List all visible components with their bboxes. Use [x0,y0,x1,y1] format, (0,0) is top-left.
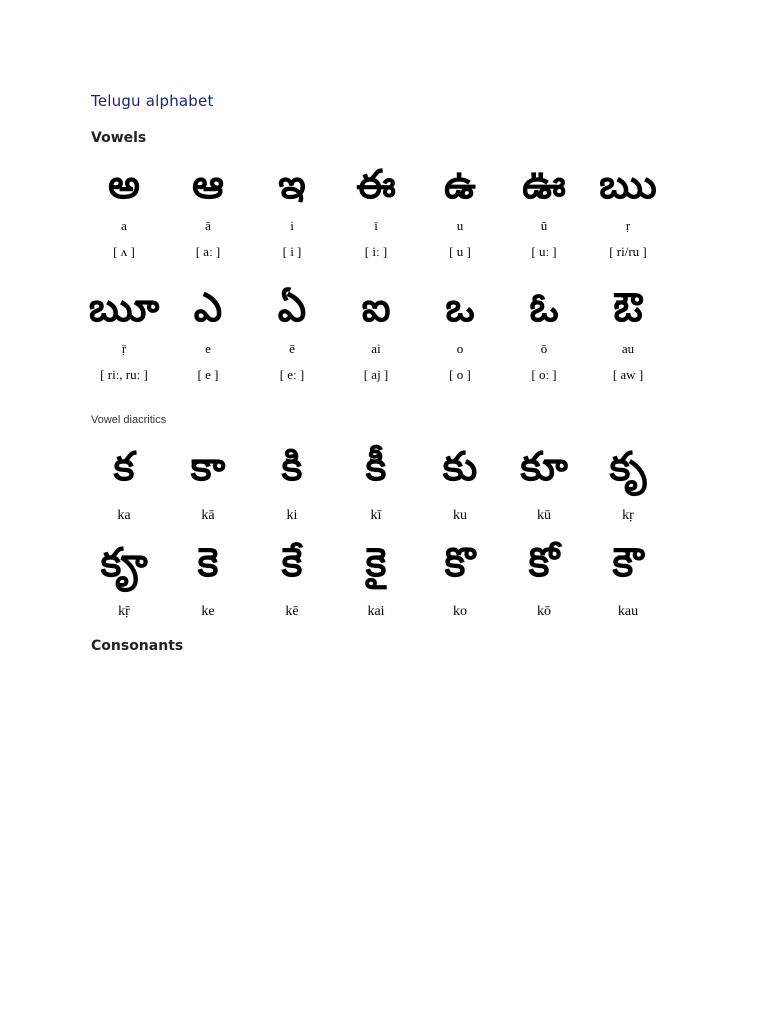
vowel-glyph: ఉ [444,162,476,208]
diacritic-cell [82,538,166,619]
diacritic-transliteration: kē [285,604,299,619]
vowel-transliteration: i [290,218,294,233]
vowel-cell [82,160,166,259]
consonant-base: క [281,444,303,490]
vowel-glyph: ఆ [192,162,224,208]
diacritic-glyph [82,538,166,588]
consonant-base: క [113,444,135,490]
vowel-glyph: ఏ [277,285,307,331]
diacritic-transliteration: kū [537,508,551,523]
vowel-ipa: [ i ] [282,244,302,259]
consonant-base: క [281,540,303,586]
vowel-transliteration: ai [371,341,381,356]
vowel-cell [250,160,334,259]
vowel-glyph: ఋ [599,162,657,208]
diacritic-cell [166,538,250,619]
diacritic-transliteration: kau [617,604,639,619]
vowel-transliteration: ū [540,218,548,233]
vowel-cell [166,160,250,259]
consonants-heading: Consonants [91,638,184,654]
vowel-ipa: [ aw ] [612,367,644,382]
diacritic-cell [586,538,670,619]
diacritic-glyph [586,538,670,588]
diacritic-glyph [418,442,502,492]
vowel-transliteration: ā [205,218,211,233]
vowel-cell [334,160,418,259]
vowel-ipa: [ aː ] [195,244,221,259]
vowel-ipa: [ u ] [449,244,471,259]
vowel-glyph: అ [108,162,140,208]
diacritic-cell [418,538,502,619]
diacritic-glyph [502,442,586,492]
diacritic-cell [418,442,502,523]
vowel-glyph: ఊ [522,162,566,208]
diacritic-transliteration: kā [201,508,215,523]
diacritic-transliteration: kṝ [118,604,130,619]
vowel-ipa: [ uː ] [531,244,557,259]
diacritic-glyph [418,538,502,588]
consonant-base: క [190,444,226,490]
diacritic-transliteration: ko [453,604,467,619]
vowel-cell [418,160,502,259]
diacritic-transliteration: ke [201,604,215,619]
vowel-ipa: [ ʌ ] [113,244,135,259]
consonant-base: క [520,444,568,490]
vowel-transliteration: e [205,341,211,356]
diacritic-transliteration: ka [117,508,131,523]
consonant-base: క [528,540,560,586]
vowel-transliteration: ō [540,341,548,356]
consonant-base: క [100,540,148,586]
diacritic-glyph [166,442,250,492]
consonant-base: క [365,444,387,490]
vowel-row-2 [82,283,670,413]
consonant-base: క [609,444,647,490]
consonant-base: క [365,540,387,586]
vowel-cell [166,283,250,382]
consonant-base: క [442,444,478,490]
diacritic-cell [166,442,250,523]
vowel-cell [586,160,670,259]
vowel-cell [586,283,670,382]
diacritic-transliteration: ki [286,508,298,523]
vowel-ipa: [ aj ] [363,367,389,382]
consonant-base: క [444,540,476,586]
diacritic-glyph [334,442,418,492]
vowel-cell [334,283,418,382]
vowel-row-1 [82,160,670,290]
vowel-transliteration: au [621,341,635,356]
vowel-glyph: ఈ [356,162,396,208]
diacritic-cell [586,442,670,523]
vowel-diacritics-heading: Vowel diacritics [91,414,167,426]
diacritic-glyph [82,442,166,492]
diacritic-cell [502,442,586,523]
diacritic-cell [334,538,418,619]
diacritic-glyph [250,442,334,492]
vowel-glyph: ఎ [193,285,223,331]
vowel-cell [82,283,166,382]
page-title: Telugu alphabet [91,92,214,110]
vowel-transliteration: u [456,218,464,233]
diacritic-glyph [334,538,418,588]
vowel-transliteration: ṝ [121,341,127,356]
vowel-ipa: [ iː ] [364,244,388,259]
diacritic-glyph [586,442,670,492]
diacritic-transliteration: kai [367,604,385,619]
vowels-heading: Vowels [91,130,147,146]
vowel-cell [502,283,586,382]
vowel-ipa: [ o ] [449,367,471,382]
vowel-cell [418,283,502,382]
diacritic-transliteration: kō [537,604,551,619]
diacritic-cell [502,538,586,619]
vowel-ipa: [ riː, ruː ] [100,367,148,382]
diacritic-cell [250,538,334,619]
diacritic-transliteration: kṛ [622,508,634,523]
vowel-glyph: ౠ [88,285,160,331]
vowel-ipa: [ e ] [197,367,219,382]
vowel-transliteration: ē [289,341,295,356]
vowel-glyph: ఐ [361,285,391,331]
diacritic-glyph [166,538,250,588]
vowel-ipa: [ eː ] [279,367,305,382]
vowel-glyph: ఇ [278,162,306,208]
consonant-base: క [612,540,644,586]
consonant-base: క [197,540,219,586]
vowel-transliteration: ṛ [625,218,631,233]
diacritic-cell [250,442,334,523]
diacritic-cell [82,442,166,523]
diacritic-glyph [502,538,586,588]
vowel-transliteration: a [121,218,127,233]
vowel-glyph: ఒ [445,285,475,331]
diacritic-glyph [250,538,334,588]
vowel-glyph: ఔ [613,285,643,331]
vowel-transliteration: ī [374,218,378,233]
vowel-transliteration: o [456,341,464,356]
vowel-ipa: [ ri/ru ] [609,244,647,259]
vowel-cell [250,283,334,382]
vowel-cell [502,160,586,259]
diacritic-transliteration: kī [370,508,382,523]
vowel-ipa: [ oː ] [531,367,557,382]
vowel-glyph: ఓ [529,285,559,331]
diacritic-cell [334,442,418,523]
diacritic-transliteration: ku [453,508,467,523]
